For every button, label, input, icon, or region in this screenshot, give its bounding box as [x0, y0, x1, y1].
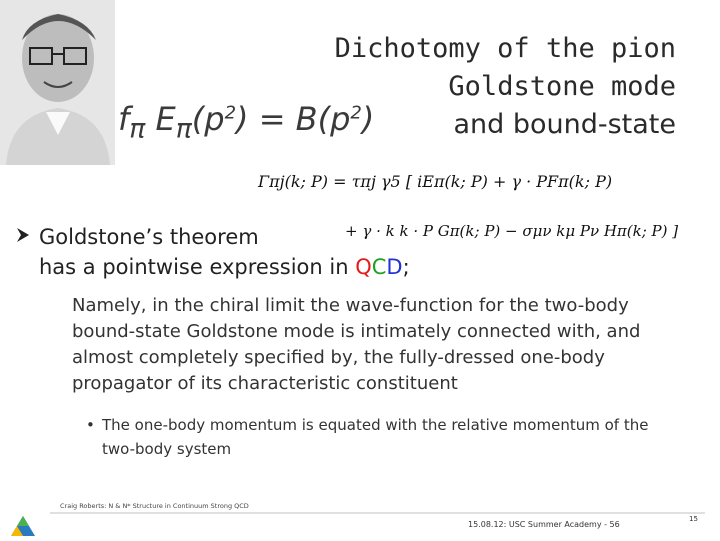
title-line-3: and bound-state [453, 109, 676, 140]
bullet-line-2-prefix: has a pointwise expression in [39, 255, 356, 279]
bullet-line-2-suffix: ; [402, 255, 410, 279]
bullet-line-2 [15, 252, 410, 282]
qcd-d: D [386, 255, 403, 279]
formula-sub-pi-2: π [175, 113, 192, 145]
formula-end: ) [361, 100, 375, 138]
footer-author: Craig Roberts: N & N* Structure in Continuum Strong QCD [60, 502, 249, 510]
formula-f: f [118, 100, 130, 138]
pion-relation-formula [118, 100, 374, 144]
formula-exp: 2 [224, 102, 237, 124]
page-number: 15 [689, 515, 698, 523]
formula-mid: ) = B(p [236, 100, 351, 138]
title-line-2: Goldstone mode [448, 71, 676, 102]
speaker-portrait [0, 0, 115, 165]
sub-bullet-text: The one-body momentum is equated with the relative momentum of the two-body system [102, 416, 649, 458]
formula-E: E [155, 100, 176, 138]
bullet-goldstone-theorem [15, 222, 410, 282]
institution-logo-icon [10, 515, 36, 537]
vertex-equation-line-2: + γ · k k · P Gπ(k; P) − σμν kμ Pν Hπ(k; P) ] [345, 222, 679, 240]
portrait-image [0, 0, 115, 165]
explanation-paragraph: Namely, in the chiral limit the wave-function for the two-body bound-state Goldstone mode is intimately connected with, and almost completely specified by, the fully-dressed one-body propagator of its characteristic constituent [72, 295, 641, 394]
dot-bullet-icon: • [86, 416, 95, 434]
formula-p: (p [191, 100, 225, 138]
bullet-line-1: Goldstone’s theorem [39, 225, 259, 249]
formula-exp-2: 2 [350, 102, 362, 124]
qcd-c: C [371, 255, 387, 279]
arrow-bullet-icon [15, 222, 39, 252]
footer-event: 15.08.12: USC Summer Academy - 56 [468, 520, 620, 529]
slide-title [335, 30, 676, 144]
title-line-1: Dichotomy of the pion [334, 33, 676, 64]
footer-divider [50, 512, 705, 514]
formula-sub-pi: π [129, 113, 146, 145]
vertex-equation-line-1: Γπj(k; P) = τπj γ5 [ iEπ(k; P) + γ · PFπ(k; P) [258, 172, 613, 191]
qcd-q: Q [355, 255, 372, 279]
sub-bullet [86, 413, 666, 461]
